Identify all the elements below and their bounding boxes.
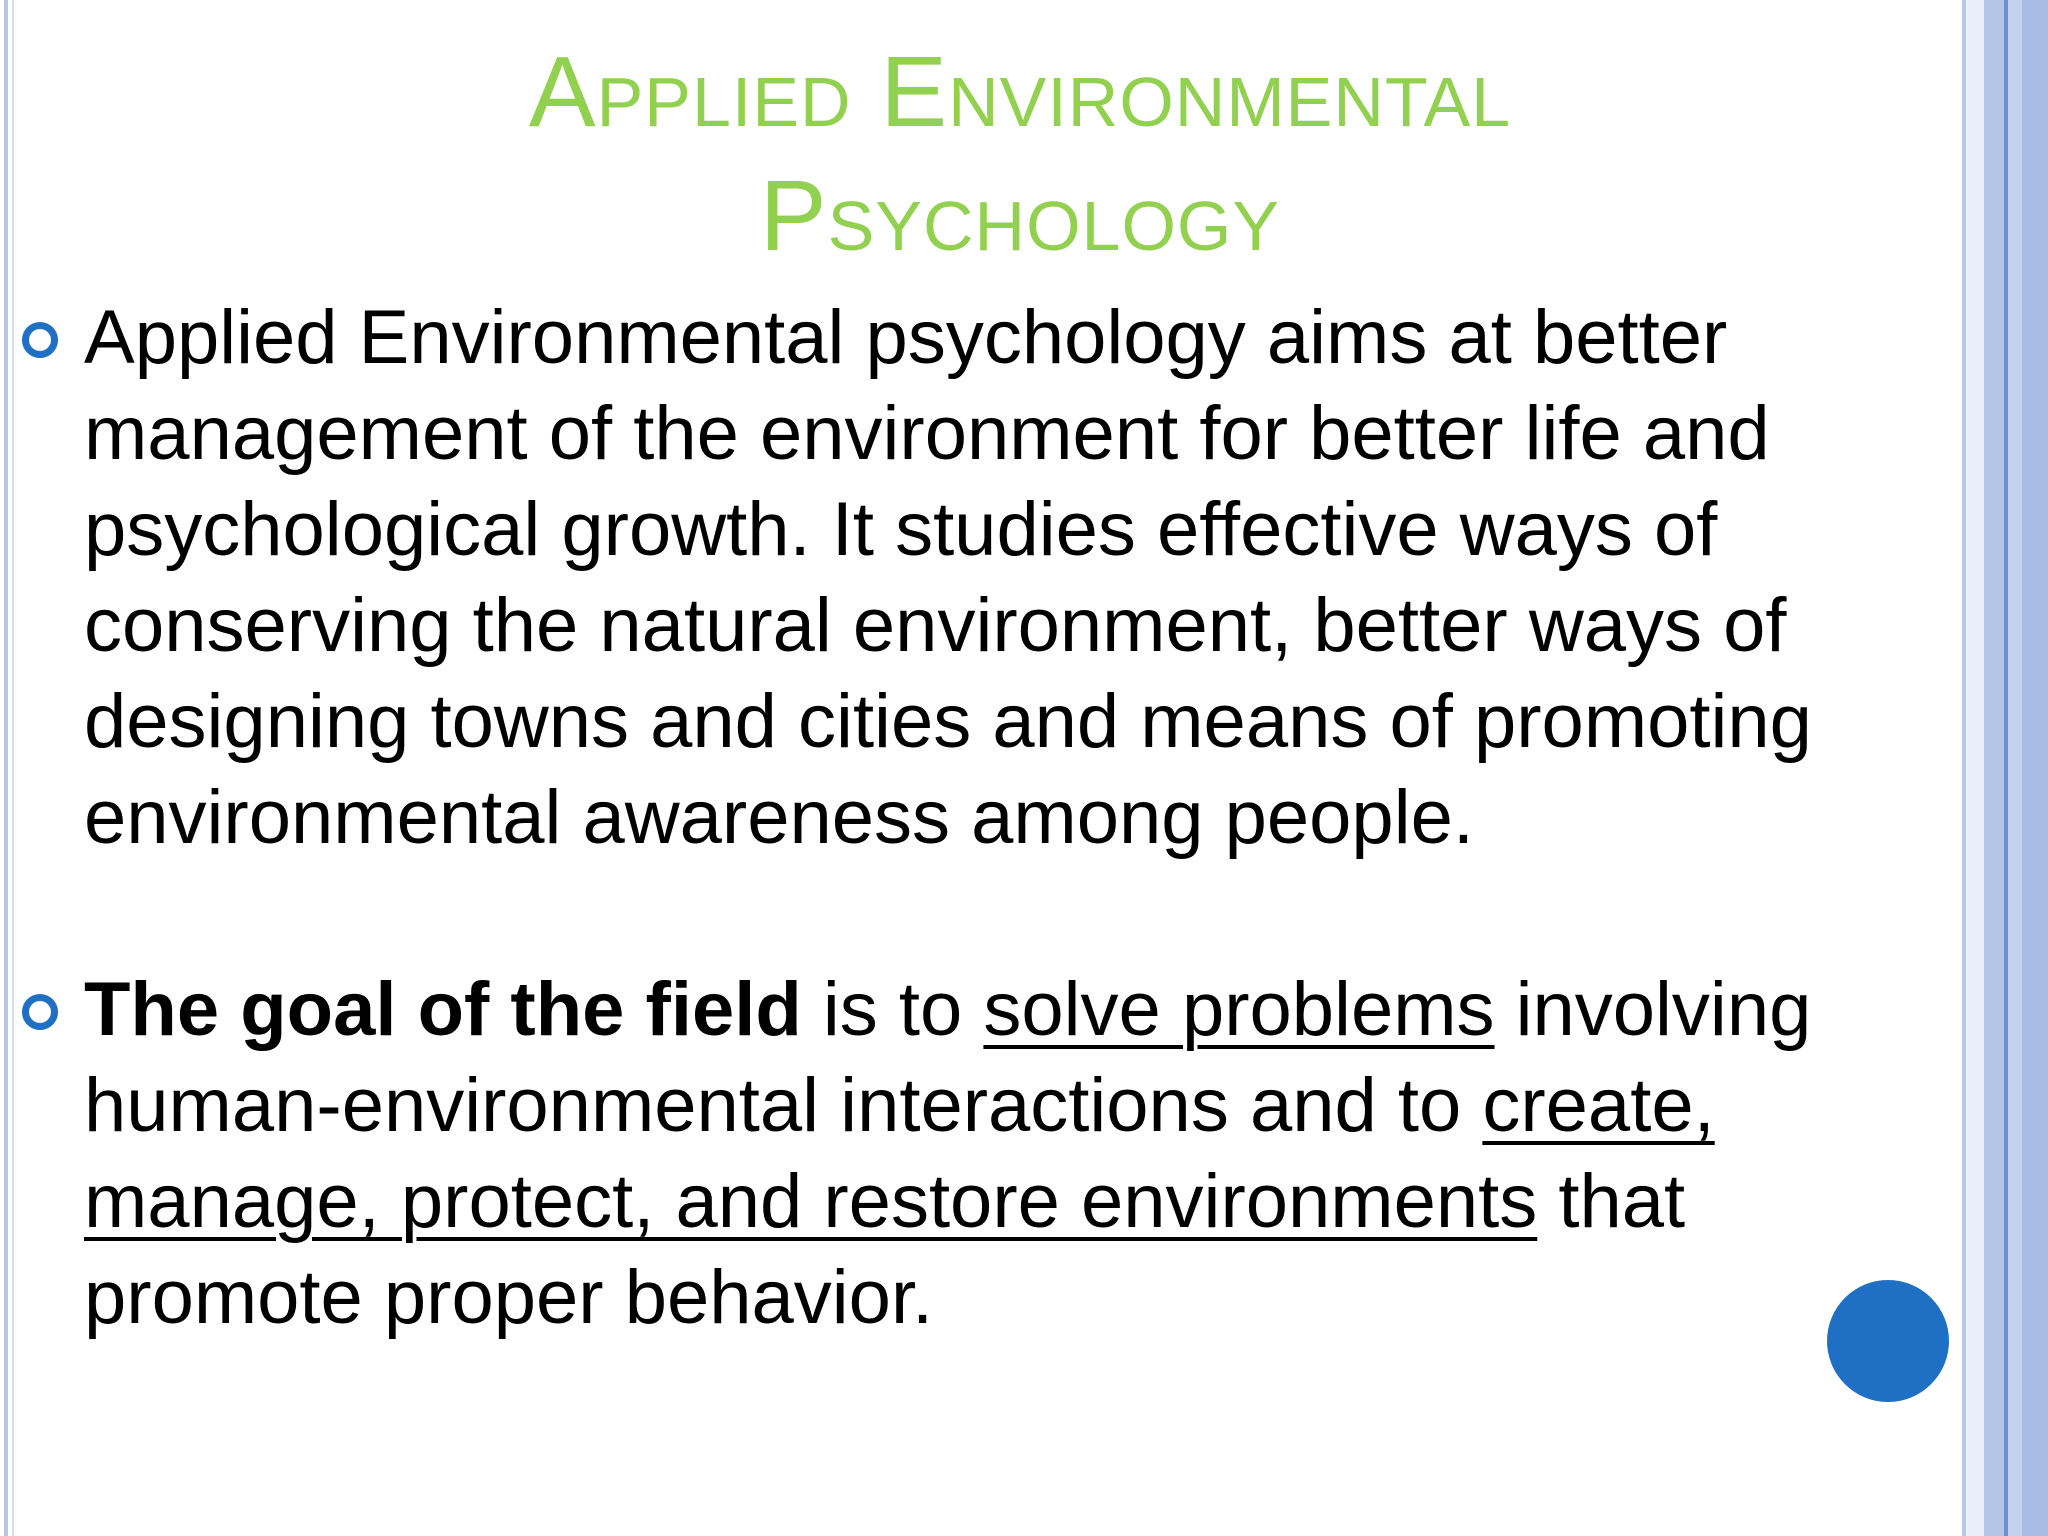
right-border-stripe: [1984, 0, 2004, 1536]
bullet-underlined-text: solve problems: [983, 967, 1495, 1052]
left-border-stripe: [4, 0, 8, 1536]
hollow-circle-bullet-icon: [22, 322, 58, 358]
bullet-text: that promote proper behavior.: [84, 1159, 1686, 1340]
bullet-text: is to: [801, 967, 984, 1052]
right-border-stripe: [2008, 0, 2022, 1536]
blue-dot-icon: [1827, 1280, 1949, 1402]
right-border-stripe: [2022, 0, 2048, 1536]
slide-title-line-1: Applied Environmental: [528, 36, 1512, 148]
bullet-bold-text: The goal of the field: [84, 967, 802, 1052]
bullet-item-definition: [22, 290, 1922, 866]
bullet-underlined-text: create, manage, protect, and restore environments: [84, 1063, 1715, 1244]
bullet-text: Applied Environmental psychology aims at better management of the environment for better life and psychological growth. It studies effective ways of conserving the natural environment, better ways of designing towns and cities and means of promoting environmental awareness among people.: [84, 295, 1812, 860]
left-border-stripe-light: [12, 0, 14, 1536]
slide-title: [240, 30, 1800, 278]
bullet-list: [22, 290, 1922, 1346]
right-border-stripe: [1966, 0, 1984, 1536]
hollow-circle-bullet-icon: [22, 994, 58, 1030]
bullet-text: involving human-environmental interactions and to: [84, 967, 1812, 1148]
bullet-item-goal: [22, 962, 1922, 1346]
slide-title-line-2: Psychology: [759, 160, 1281, 272]
